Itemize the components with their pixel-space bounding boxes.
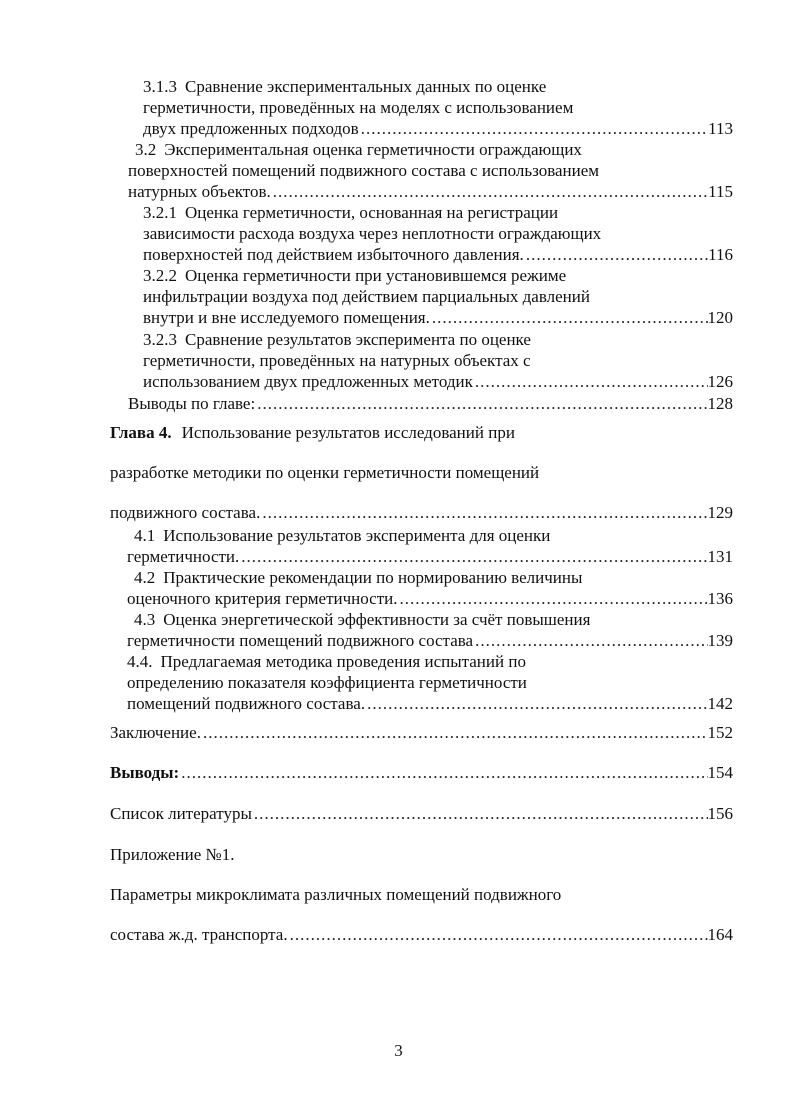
dot-leader [473, 630, 707, 651]
toc-page-number: 126 [707, 372, 733, 391]
dot-leader [359, 118, 708, 139]
toc-title-line: Выводы: [110, 763, 180, 782]
toc-page-number: 142 [707, 694, 733, 713]
dot-leader [398, 588, 708, 609]
toc-page-number: 139 [707, 631, 733, 650]
toc-title-line: Список литературы [110, 804, 252, 823]
toc-title-line: двух предложенных подходов [143, 119, 359, 138]
toc-number: 4.3 [134, 610, 156, 629]
toc-entry-4-4[interactable] [127, 651, 733, 714]
dot-leader [252, 803, 708, 824]
toc-title-line: подвижного состава. [110, 503, 261, 522]
toc-page-number: 136 [707, 589, 733, 608]
toc-page-number: 116 [708, 245, 733, 264]
dot-leader [271, 181, 708, 202]
toc-title-line: герметичности, проведённых на моделях с использованием [143, 98, 574, 117]
toc-number: 3.2.1 [143, 203, 177, 222]
dot-leader [201, 722, 708, 743]
toc-entry-3-2[interactable] [128, 139, 733, 202]
toc-page-number: 115 [708, 182, 733, 201]
toc-entry-references[interactable] [110, 803, 733, 824]
toc-entry-3-2-2[interactable] [143, 265, 733, 328]
toc-title-line: Экспериментальная оценка герметичности ограждающих [164, 140, 582, 159]
toc-page-number: 152 [707, 723, 733, 742]
dot-leader [365, 693, 707, 714]
toc-title-line: разработке методики по оценки герметичности помещений [110, 463, 540, 482]
toc-page-number: 128 [707, 394, 733, 413]
toc-title-line: Сравнение результатов эксперимента по оценке [185, 330, 531, 349]
toc-number: 4.4. [127, 652, 153, 671]
dot-leader [430, 307, 708, 328]
toc-page-number: 131 [707, 547, 733, 566]
toc-title-line: внутри и вне исследуемого помещения. [143, 308, 430, 327]
dot-leader [260, 502, 707, 523]
toc-title-line: определению показателя коэффициента герметичности [127, 673, 527, 692]
toc-number: 4.2 [134, 568, 156, 587]
toc-entry-appendix[interactable] [110, 844, 733, 945]
toc-title-line: состава ж.д. транспорта. [110, 925, 288, 944]
toc-title-line: Выводы по главе: [128, 394, 256, 413]
toc-title-line: поверхностей помещений подвижного состава с использованием [128, 161, 600, 180]
toc-title-line: Сравнение экспериментальных данных по оценке [185, 77, 547, 96]
toc-entry-3-2-1[interactable] [143, 202, 733, 265]
toc-number: 3.2 [135, 140, 157, 159]
chapter-label: Глава 4. [110, 423, 172, 442]
toc-entry-4-1[interactable] [127, 525, 733, 567]
toc-title-line: поверхностей под действием избыточного давления. [143, 245, 524, 264]
toc-title-line: Приложение №1. [110, 845, 235, 864]
toc-entry-chapter-conclusions[interactable] [128, 393, 733, 414]
toc-number: 3.2.2 [143, 266, 177, 285]
page-number: 3 [394, 1041, 403, 1060]
dot-leader [473, 371, 708, 392]
toc-number: 3.2.3 [143, 330, 177, 349]
toc-page-number: 156 [707, 804, 733, 823]
toc-title-line: герметичности, проведённых на натурных объектах с [143, 351, 531, 370]
dot-leader [524, 244, 708, 265]
dot-leader [179, 762, 707, 783]
toc-title-line: Использование результатов эксперимента для оценки [163, 526, 551, 545]
toc-entry-4-2[interactable] [127, 567, 733, 609]
toc-title-line: Параметры микроклимата различных помещений подвижного [110, 885, 562, 904]
toc-title-line: Предлагаемая методика проведения испытаний по [160, 652, 526, 671]
toc-title-line: оценочного критерия герметичности. [127, 589, 398, 608]
dot-leader [288, 924, 708, 945]
toc-title-line: Практические рекомендации по нормированию величины [163, 568, 583, 587]
toc-number: 4.1 [134, 526, 156, 545]
toc-page-number: 120 [707, 308, 733, 327]
toc-title-line: использованием двух предложенных методик [143, 372, 473, 391]
toc-title-line: Использование результатов исследований при [181, 423, 515, 442]
toc-page-number: 129 [707, 503, 733, 522]
toc-title-line: помещений подвижного состава. [127, 694, 366, 713]
toc-entry-3-1-3[interactable] [143, 76, 733, 139]
toc-title-line: инфильтрации воздуха под действием парциальных давлений [143, 287, 590, 306]
toc-title-line: герметичности помещений подвижного состава [127, 631, 474, 650]
toc-title-line: герметичности. [127, 547, 240, 566]
toc-title-line: натурных объектов. [128, 182, 271, 201]
toc-title-line: Заключение. [110, 723, 201, 742]
toc-number: 3.1.3 [143, 77, 177, 96]
toc-entry-3-2-3[interactable] [143, 329, 733, 392]
toc-title-line: зависимости расхода воздуха через неплотности ограждающих [143, 224, 602, 243]
toc-title-line: Оценка герметичности, основанная на регистрации [185, 203, 559, 222]
dot-leader [255, 393, 707, 414]
toc-title-line: Оценка герметичности при установившемся режиме [185, 266, 567, 285]
toc-page-number: 164 [707, 925, 733, 944]
toc-page-number: 154 [707, 763, 733, 782]
dot-leader [239, 546, 707, 567]
toc-entry-chapter-4[interactable] [110, 422, 733, 523]
toc-entry-4-3[interactable] [127, 609, 733, 651]
toc-entry-findings[interactable] [110, 762, 733, 783]
toc-title-line: Оценка энергетической эффективности за счёт повышения [163, 610, 591, 629]
toc-page-number: 113 [708, 119, 733, 138]
toc-entry-conclusion[interactable] [110, 722, 733, 743]
